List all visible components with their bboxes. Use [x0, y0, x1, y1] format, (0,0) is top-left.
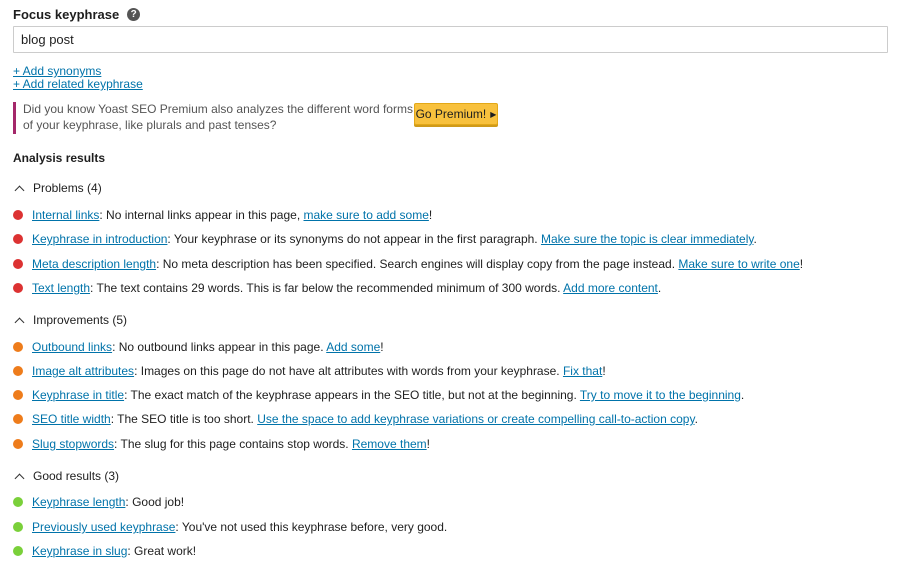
chevron-up-icon: [15, 473, 25, 483]
problem-bullet-icon: [13, 234, 23, 244]
result-text: : Great work!: [127, 544, 197, 558]
result-text: : Good job!: [125, 495, 185, 509]
result-seo-title-width: [13, 412, 698, 426]
result-keyphrase-length: [13, 495, 184, 509]
result-end: !: [602, 364, 606, 378]
problems-toggle[interactable]: [13, 181, 102, 195]
result-end: .: [753, 232, 757, 246]
good-bullet-icon: [13, 546, 23, 556]
problems-label: Problems (4): [33, 181, 102, 195]
result-text: : No outbound links appear in this page.: [112, 340, 327, 354]
result-link[interactable]: Image alt attributes: [32, 364, 135, 378]
result-text-length: [13, 281, 661, 295]
result-text: : The exact match of the keyphrase appears in the SEO title, but not at the beginning.: [124, 388, 580, 402]
result-link[interactable]: Keyphrase length: [32, 495, 126, 509]
result-internal-links: [13, 208, 432, 222]
result-action-link[interactable]: make sure to add some: [303, 208, 429, 222]
result-text: : No internal links appear in this page,: [99, 208, 304, 222]
result-text: : The slug for this page contains stop words.: [114, 437, 352, 451]
focus-keyphrase-label-text: Focus keyphrase: [13, 7, 120, 22]
problem-bullet-icon: [13, 259, 23, 269]
good-results-toggle[interactable]: [13, 469, 119, 483]
result-end: .: [740, 388, 745, 402]
result-link[interactable]: Keyphrase in title: [32, 388, 125, 402]
focus-keyphrase-label: [13, 7, 140, 22]
result-action-link[interactable]: Remove them: [351, 437, 427, 451]
good-bullet-icon: [13, 497, 23, 507]
result-link[interactable]: SEO title width: [32, 412, 111, 426]
improvement-bullet-icon: [13, 390, 23, 400]
good-bullet-icon: [13, 522, 23, 532]
improvement-bullet-icon: [13, 366, 23, 376]
result-text: : Your keyphrase or its synonyms do not appear in the first paragraph.: [167, 232, 541, 246]
add-related-keyphrase-link[interactable]: + Add related keyphrase: [13, 77, 143, 91]
result-action-link[interactable]: Add some: [326, 340, 381, 354]
result-text: : No meta description has been specified. Search engines will display copy from the page instead.: [156, 257, 679, 271]
result-link[interactable]: Slug stopwords: [32, 437, 115, 451]
result-action-link[interactable]: Fix that: [562, 364, 603, 378]
chevron-up-icon: [15, 185, 25, 195]
result-link[interactable]: Meta description length: [32, 257, 157, 271]
analysis-results-heading: Analysis results: [13, 151, 106, 165]
result-keyphrase-in-title: [13, 388, 744, 402]
problem-bullet-icon: [13, 283, 23, 293]
result-action-link[interactable]: Use the space to add keyphrase variations or create compelling call-to-action copy: [257, 412, 695, 426]
question-circle-icon[interactable]: ?: [127, 8, 140, 21]
caret-right-icon: ▶: [490, 109, 497, 119]
result-image-alt-attributes: [13, 364, 606, 378]
result-end: !: [428, 208, 433, 222]
result-action-link[interactable]: Try to move it to the beginning: [579, 388, 741, 402]
go-premium-label: Go Premium!: [415, 107, 487, 121]
improvement-bullet-icon: [13, 342, 23, 352]
result-outbound-links: [13, 340, 384, 354]
result-end: .: [694, 412, 698, 426]
add-synonyms-link[interactable]: + Add synonyms: [13, 64, 102, 78]
result-link[interactable]: Keyphrase in slug: [32, 544, 128, 558]
result-keyphrase-introduction: [13, 232, 757, 246]
result-end: !: [426, 437, 431, 451]
result-action-link[interactable]: Add more content: [563, 281, 658, 295]
improvement-bullet-icon: [13, 439, 23, 449]
result-link[interactable]: Outbound links: [32, 340, 113, 354]
result-link[interactable]: Internal links: [32, 208, 100, 222]
result-slug-stopwords: [13, 437, 430, 451]
result-text: : You've not used this keyphrase before, very good.: [175, 520, 448, 534]
result-link[interactable]: Text length: [32, 281, 91, 295]
focus-keyphrase-input[interactable]: [13, 26, 888, 53]
result-keyphrase-in-slug: [13, 544, 196, 558]
improvements-toggle[interactable]: [13, 313, 127, 327]
result-text: : The text contains 29 words. This is far below the recommended minimum of 300 words.: [90, 281, 564, 295]
result-link[interactable]: Previously used keyphrase: [32, 520, 176, 534]
result-meta-description-length: [13, 257, 803, 271]
good-results-label: Good results (3): [33, 469, 120, 483]
result-end: !: [380, 340, 384, 354]
result-link[interactable]: Keyphrase in introduction: [32, 232, 168, 246]
problem-bullet-icon: [13, 210, 23, 220]
result-text: : Images on this page do not have alt attributes with words from your keyphrase.: [134, 364, 563, 378]
improvement-bullet-icon: [13, 414, 23, 424]
result-action-link[interactable]: Make sure to write one: [678, 257, 800, 271]
result-action-link[interactable]: Make sure the topic is clear immediately: [540, 232, 754, 246]
result-previously-used-keyphrase: [13, 520, 447, 534]
result-end: !: [799, 257, 804, 271]
result-end: .: [657, 281, 662, 295]
chevron-up-icon: [15, 317, 25, 327]
result-text: : The SEO title is too short.: [110, 412, 258, 426]
premium-upsell-notice: Did you know Yoast SEO Premium also analyzes the different word forms of your keyphrase, like plurals and past tenses?: [13, 102, 413, 134]
improvements-label: Improvements (5): [33, 313, 128, 327]
go-premium-button[interactable]: [414, 103, 498, 125]
